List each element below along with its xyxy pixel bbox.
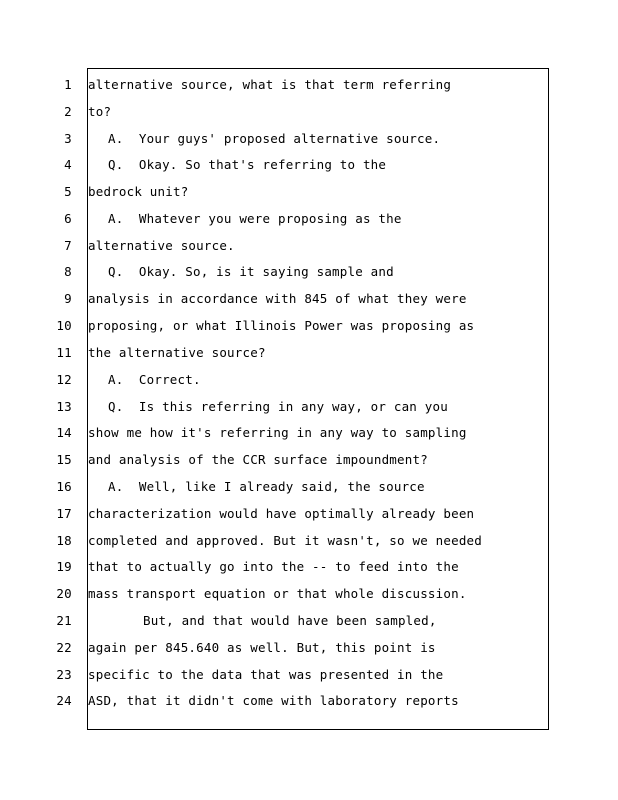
line-number: 1 <box>64 77 72 92</box>
line-number: 3 <box>64 131 72 146</box>
transcript-line <box>0 608 618 634</box>
transcript-line <box>0 286 618 312</box>
line-text: proposing, or what Illinois Power was proposing as <box>88 318 475 333</box>
line-number: 23 <box>56 667 72 682</box>
transcript-line <box>0 152 618 178</box>
transcript-line <box>0 662 618 688</box>
line-number: 19 <box>56 559 72 574</box>
transcript-line <box>0 126 618 152</box>
line-text: and analysis of the CCR surface impoundment? <box>88 452 428 467</box>
line-number: 2 <box>64 104 72 119</box>
transcript-line <box>0 501 618 527</box>
line-number: 8 <box>64 264 72 279</box>
line-text: mass transport equation or that whole discussion. <box>88 586 467 601</box>
line-text: analysis in accordance with 845 of what they were <box>88 291 467 306</box>
transcript-line <box>0 581 618 607</box>
transcript-line <box>0 635 618 661</box>
transcript-line <box>0 233 618 259</box>
transcript-line <box>0 206 618 232</box>
line-text: Q. Is this referring in any way, or can you <box>108 399 448 414</box>
transcript-line <box>0 474 618 500</box>
line-number: 6 <box>64 211 72 226</box>
line-text: A. Well, like I already said, the source <box>108 479 425 494</box>
transcript-line <box>0 554 618 580</box>
line-number: 12 <box>56 372 72 387</box>
line-text: again per 845.640 as well. But, this point is <box>88 640 436 655</box>
line-text: But, and that would have been sampled, <box>143 613 437 628</box>
transcript-line <box>0 313 618 339</box>
line-text: that to actually go into the -- to feed into the <box>88 559 459 574</box>
line-number: 18 <box>56 533 72 548</box>
line-number: 17 <box>56 506 72 521</box>
line-number: 24 <box>56 693 72 708</box>
transcript-line <box>0 367 618 393</box>
line-number: 13 <box>56 399 72 414</box>
line-number: 10 <box>56 318 72 333</box>
transcript-line <box>0 394 618 420</box>
transcript-line <box>0 99 618 125</box>
transcript-line <box>0 179 618 205</box>
transcript-line <box>0 528 618 554</box>
line-text: A. Whatever you were proposing as the <box>108 211 402 226</box>
line-text: characterization would have optimally already been <box>88 506 475 521</box>
line-text: to? <box>88 104 112 119</box>
line-text: alternative source, what is that term referring <box>88 77 452 92</box>
line-number: 7 <box>64 238 72 253</box>
line-text: Q. Okay. So, is it saying sample and <box>108 264 394 279</box>
transcript-line <box>0 420 618 446</box>
line-text: Q. Okay. So that's referring to the <box>108 157 387 172</box>
line-text: A. Correct. <box>108 372 201 387</box>
transcript-line <box>0 688 618 714</box>
line-number: 5 <box>64 184 72 199</box>
transcript-line <box>0 259 618 285</box>
line-text: show me how it's referring in any way to sampling <box>88 425 467 440</box>
line-number: 20 <box>56 586 72 601</box>
line-text: alternative source. <box>88 238 235 253</box>
line-number: 22 <box>56 640 72 655</box>
line-number: 16 <box>56 479 72 494</box>
line-number: 4 <box>64 157 72 172</box>
line-text: the alternative source? <box>88 345 266 360</box>
transcript-line <box>0 447 618 473</box>
line-text: completed and approved. But it wasn't, so we needed <box>88 533 483 548</box>
line-text: specific to the data that was presented in the <box>88 667 444 682</box>
line-text: ASD, that it didn't come with laboratory reports <box>88 693 459 708</box>
line-text: A. Your guys' proposed alternative source. <box>108 131 441 146</box>
line-number: 11 <box>56 345 72 360</box>
transcript-line <box>0 340 618 366</box>
line-number: 9 <box>64 291 72 306</box>
transcript-line <box>0 72 618 98</box>
line-text: bedrock unit? <box>88 184 189 199</box>
line-number: 21 <box>56 613 72 628</box>
line-number: 15 <box>56 452 72 467</box>
line-number: 14 <box>56 425 72 440</box>
